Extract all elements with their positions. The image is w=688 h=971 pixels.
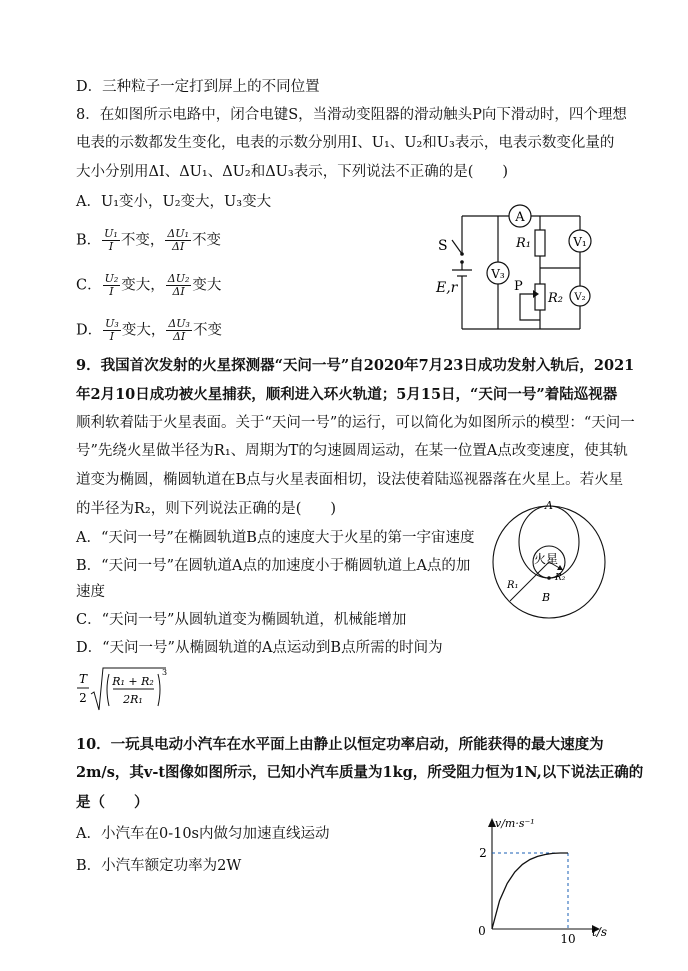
x-tick-10: 10: [560, 932, 576, 946]
q9-option-b-line2: 速度: [76, 584, 105, 600]
resistor-r2-label: R₂: [548, 291, 563, 306]
q10-option-b: B．小汽车额定功率为2W: [76, 858, 242, 874]
q8-option-b-prefix: B．: [76, 232, 102, 249]
point-b-label: B: [541, 591, 551, 604]
x-tick-0: 0: [478, 924, 486, 938]
formula-denominator: 2R₁: [123, 693, 143, 706]
slider-p-label: P: [514, 279, 523, 294]
q9-option-b-line1: B．“天问一号”在圆轨道A点的加速度小于椭圆轨道上A点的加: [76, 558, 471, 574]
q8-stem-line3: 大小分别用ΔI、ΔU₁、ΔU₂和ΔU₃表示，下列说法不正确的是( ): [76, 164, 509, 180]
q8-option-c-mid: 变大，: [121, 277, 165, 294]
fraction-denominator: ΔI: [172, 240, 185, 253]
q9-option-a: A．“天问一号”在椭圆轨道B点的速度大于火星的第一宇宙速度: [76, 530, 475, 546]
q8-option-a: A．U₁变小，U₂变大，U₃变大: [76, 194, 272, 210]
q8-option-b: [76, 228, 221, 253]
formula-denominator-2: 2: [79, 691, 87, 705]
fraction-u2-over-i: [103, 273, 121, 298]
q8-option-b-end: 不变: [191, 232, 221, 249]
formula-numerator: R₁ + R₂: [112, 675, 154, 688]
fraction-u1-over-i: [102, 228, 120, 253]
q10-stem-line1: 10．一玩具电动小汽车在水平面上由静止以恒定功率启动，所能获得的最大速度为: [76, 736, 604, 753]
fraction-denominator: I: [109, 330, 115, 343]
fraction-denominator: I: [108, 240, 114, 253]
q8-option-d-prefix: D．: [76, 322, 103, 339]
fraction-denominator: ΔI: [172, 330, 186, 343]
fraction-numerator: U₃: [105, 317, 119, 330]
q7-option-d: D．三种粒子一定打到屏上的不同位置: [76, 79, 320, 95]
q8-option-d-end: 不变: [192, 322, 222, 339]
circuit-diagram: [430, 202, 620, 337]
voltmeter-v1-label: V₁: [573, 235, 587, 249]
formula-period-t: T: [78, 672, 88, 686]
fraction-u3-over-i: [103, 318, 121, 343]
q10-stem-line3: 是（ ）: [76, 794, 149, 811]
formula-exponent: 3: [162, 668, 168, 677]
x-axis-label: t/s: [592, 925, 608, 939]
mars-label: 火星: [533, 552, 559, 566]
q9-stem-line5: 道变为椭圆，椭圆轨道在B点与火星表面相切，设法使着陆巡视器落在火星上。若火星: [76, 472, 624, 488]
q10-stem-line2: 2m/s，其v-t图像如图所示，已知小汽车质量为1kg，所受阻力恒为1N,以下说法正确的: [76, 764, 644, 781]
q9-option-d: D．“天问一号”从椭圆轨道的A点运动到B点所需的时间为: [76, 640, 443, 656]
fraction-du3-over-di: [166, 318, 192, 343]
q8-option-c: [76, 273, 221, 298]
q9-stem-line2: 年2月10日成功被火星捕获，顺利进入环火轨道；5月15日，“天问一号”着陆巡视器: [76, 386, 618, 403]
q9-time-formula: [74, 664, 184, 714]
emf-label: E,r: [436, 280, 458, 296]
resistor-r1-label: R₁: [516, 236, 531, 251]
fraction-du1-over-di: [165, 228, 191, 253]
q9-stem-line6: 的半径为R₂，则下列说法正确的是( ): [76, 501, 337, 517]
q8-option-b-mid: 不变，: [120, 232, 165, 249]
velocity-curve-0: [492, 853, 568, 929]
q9-stem-line4: 号”先绕火星做半径为R₁、周期为T的匀速圆周运动，在某一位置A点改变速度，使其轨: [76, 443, 628, 459]
orbit-radius-r1-label: R₁: [507, 580, 519, 591]
fraction-numerator: ΔU₂: [167, 272, 190, 285]
voltmeter-v2-label: V₂: [574, 292, 586, 303]
mars-radius-r2-label: R₂: [555, 573, 566, 583]
q8-stem-line2: 电表的示数都发生变化，电表的示数分别用I、U₁、U₂和U₃表示，电表示数变化量的: [76, 135, 615, 151]
point-a-label: A: [545, 500, 553, 512]
y-tick-2: 2: [479, 846, 487, 860]
voltmeter-v3-label: V₃: [491, 267, 505, 281]
q9-stem-line1: 9．我国首次发射的火星探测器“天问一号”自2020年7月23日成功发射入轨后，2021: [76, 357, 635, 374]
fraction-numerator: U₁: [104, 227, 118, 240]
vt-chart: [470, 815, 620, 947]
q8-option-c-prefix: C．: [76, 277, 102, 294]
q10-option-a: A．小汽车在0-10s内做匀加速直线运动: [76, 826, 330, 842]
fraction-denominator: I: [109, 285, 114, 298]
fraction-numerator: ΔU₁: [167, 227, 189, 240]
q8-stem-line1: 8．在如图所示电路中，闭合电键S，当滑动变阻器的滑动触头P向下滑动时，四个理想: [76, 107, 627, 123]
q8-option-d-mid: 变大，: [121, 322, 166, 339]
q8-option-c-end: 变大: [192, 277, 222, 294]
switch-s-label: S: [438, 238, 448, 254]
ammeter-label: A: [515, 210, 525, 225]
fraction-denominator: ΔI: [172, 285, 185, 298]
q8-option-d: [76, 318, 222, 343]
q9-option-c: C．“天问一号”从圆轨道变为椭圆轨道，机械能增加: [76, 612, 407, 628]
orbit-diagram: [484, 500, 619, 625]
fraction-du2-over-di: [166, 273, 192, 298]
q9-stem-line3: 顺利软着陆于火星表面。关于“天问一号”的运行，可以简化为如图所示的模型：“天问一: [76, 415, 635, 431]
y-axis-label: v/m·s⁻¹: [495, 817, 535, 830]
fraction-numerator: U₂: [104, 272, 119, 285]
fraction-numerator: ΔU₃: [168, 317, 190, 330]
